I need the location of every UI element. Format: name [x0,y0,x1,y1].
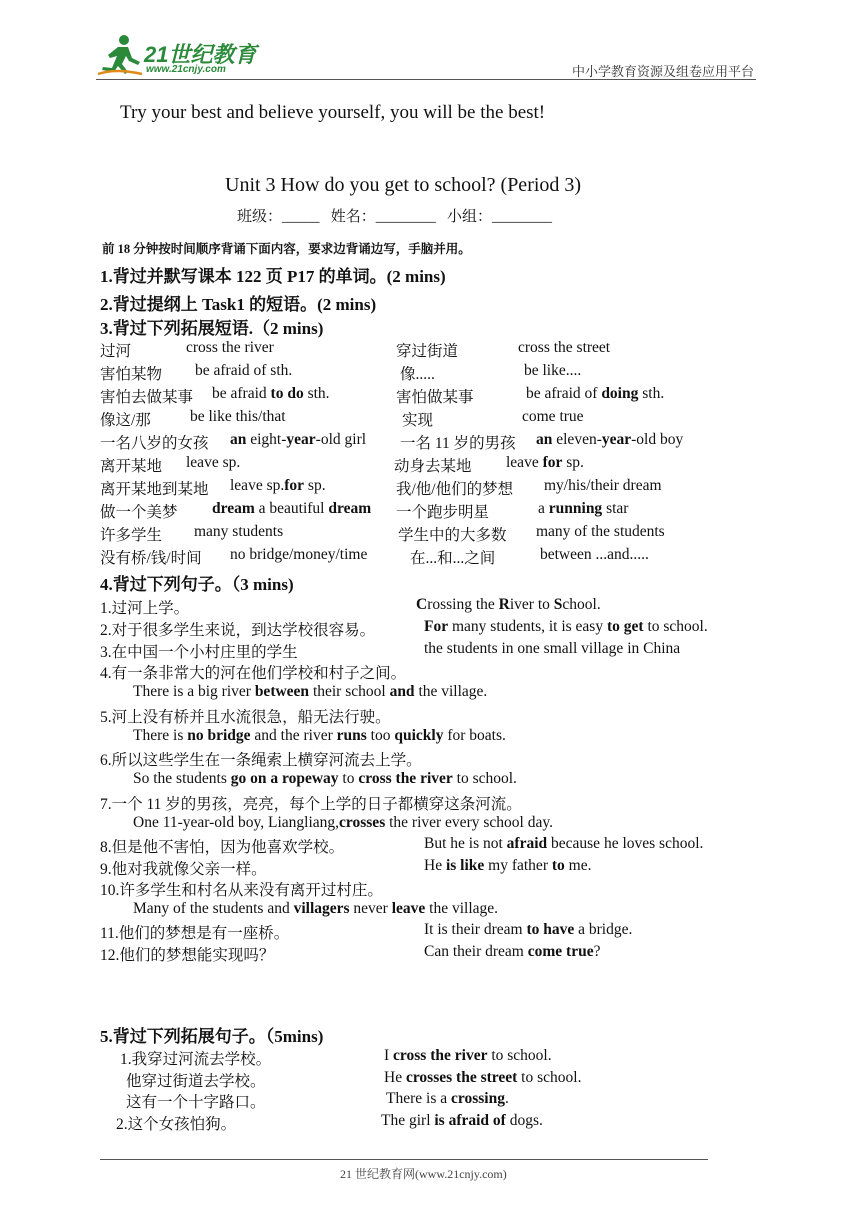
section-4: 4.背过下列句子。（3 mins) [100,575,294,594]
sentence-cn: 4.有一条非常大的河在他们学校和村子之间。 [100,665,407,682]
name-blank[interactable]: ________ [375,209,436,225]
phrase-cn: 一名 11 岁的男孩 [400,435,516,452]
phrase-cn: 做一个美梦 [100,504,178,521]
phrase-en: between ...and..... [540,546,649,563]
sentence-en: He is like my father to me. [424,857,592,874]
phrase-cn: 穿过街道 [396,343,459,360]
sentence-cn: 6.所以这些学生在一条绳索上横穿河流去上学。 [100,752,422,769]
sentence-en: So the students go on a ropeway to cross the river to school. [133,770,517,787]
phrase-en: be like this/that [190,408,286,425]
phrase-cn: 在...和...之间 [410,550,496,567]
class-line [237,205,552,226]
ext-en: He crosses the street to school. [384,1069,582,1086]
phrase-en: be like.... [524,362,582,379]
sentence-en: There is a big river between their school and the village. [133,683,488,700]
section-1: 1.背过并默写课本 122 页 P17 的单词。(2 mins) [100,267,446,286]
sentence-cn: 9.他对我就像父亲一样。 [100,861,267,878]
sentence-cn: 3.在中国一个小村庄里的学生 [100,644,298,661]
phrase-en: cross the street [518,339,611,356]
phrase-en: an eleven-year-old boy [536,431,684,448]
ext-cn: 1.我穿过河流去学校。 [120,1051,272,1068]
phrase-cn: 过河 [100,343,132,360]
phrase-en: be afraid of doing sth. [526,385,665,402]
logo-sub-text: www.21cnjy.com [146,64,226,75]
phrase-en: be afraid of sth. [195,362,293,379]
phrase-en: leave sp. [186,454,241,471]
ext-cn: 2.这个女孩怕狗。 [116,1116,237,1133]
phrase-cn: 离开某地 [100,458,163,475]
sentence-cn: 5.河上没有桥并且水流很急，船无法行驶。 [100,709,391,726]
phrase-en: many students [194,523,284,540]
sentence-en: For many students, it is easy to get to school. [424,618,708,635]
phrase-en: leave for sp. [506,454,584,471]
ext-cn: 他穿过街道去学校。 [126,1073,266,1090]
ext-cn: 这有一个十字路口。 [126,1094,266,1111]
sentence-cn: 7.一个 11 岁的男孩，亮亮，每个上学的日子都横穿这条河流。 [100,796,522,813]
class-blank[interactable]: _____ [282,209,320,225]
phrase-cn: 没有桥/钱/时间 [100,550,202,567]
phrase-cn: 离开某地到某地 [100,481,209,498]
section-2: 2.背过提纲上 Task1 的短语。(2 mins) [100,295,377,314]
phrase-en: many of the students [536,523,665,540]
footer-rule [100,1159,708,1160]
ext-en: The girl is afraid of dogs. [381,1112,543,1129]
header-rule [96,79,756,80]
sentence-en: Can their dream come true? [424,943,601,960]
platform-name: 中小学教育资源及组卷应用平台 [572,64,755,79]
phrase-en: be afraid to do sth. [212,385,330,402]
phrase-cn: 一个跑步明星 [396,504,490,521]
sentence-cn: 1.过河上学。 [100,600,190,617]
phrase-cn: 实现 [402,412,434,429]
phrase-en: an eight-year-old girl [230,431,367,448]
sentence-cn: 8.但是他不害怕，因为他喜欢学校。 [100,839,345,856]
footer-text: 21 世纪教育网(www.21cnjy.com) [340,1167,507,1181]
sentence-cn: 12.他们的梦想能实现吗？ [100,947,275,964]
phrase-cn: 害怕某物 [100,366,163,383]
sentence-cn: 11.他们的梦想是有一座桥。 [100,925,290,942]
phrase-en: a running star [538,500,629,517]
phrase-cn: 害怕去做某事 [100,389,194,406]
phrase-cn: 我/他/他们的梦想 [396,481,514,498]
ext-en: There is a crossing. [386,1090,509,1107]
phrase-en: cross the river [186,339,274,356]
ext-en: I cross the river to school. [384,1047,552,1064]
group-label: 小组： [447,209,493,225]
sentence-en: There is no bridge and the river runs too quickly for boats. [133,727,506,744]
phrase-en: leave sp.for sp. [230,477,326,494]
sentence-en: Many of the students and villagers never leave the village. [133,900,499,917]
phrase-cn: 害怕做某事 [396,389,474,406]
sentence-cn: 10.许多学生和村名从来没有离开过村庄。 [100,882,383,899]
runner-logo-icon [96,34,146,78]
phrase-cn: 像这/那 [100,412,151,429]
phrase-cn: 一名八岁的女孩 [100,435,209,452]
phrase-en: dream a beautiful dream [212,500,372,517]
phrase-cn: 像..... [400,366,435,383]
section-5: 5.背过下列拓展句子。（5mins) [100,1027,324,1046]
sentence-cn: 2.对于很多学生来说，到达学校很容易。 [100,622,376,639]
phrase-cn: 许多学生 [100,527,163,544]
phrase-cn: 学生中的大多数 [398,527,507,544]
motto: Try your best and believe yourself, you will be the best! [120,102,546,123]
logo-main-text: 21世纪教育 [144,42,257,67]
sentence-en: It is their dream to have a bridge. [424,921,633,938]
group-blank[interactable]: ________ [492,209,553,225]
site-logo [96,34,266,78]
phrase-cn: 动身去某地 [394,458,472,475]
phrase-en: no bridge/money/time [230,546,368,563]
sentence-en: One 11-year-old boy, Liangliang,crosses the river every school day. [133,814,553,831]
name-label: 姓名： [330,209,376,225]
section-3: 3.背过下列拓展短语.（2 mins) [100,319,324,338]
sentence-en: Crossing the River to School. [416,596,601,613]
phrase-en: come true [522,408,584,425]
page-title: Unit 3 How do you get to school? (Period 3) [225,174,582,196]
instruction-note: 前 18 分钟按时间顺序背诵下面内容，要求边背诵边写，手脑并用。 [102,242,471,256]
class-label: 班级： [237,209,283,225]
sentence-en: But he is not afraid because he loves school. [424,835,704,852]
phrase-en: my/his/their dream [544,477,662,494]
sentence-en: the students in one small village in China [424,640,681,657]
